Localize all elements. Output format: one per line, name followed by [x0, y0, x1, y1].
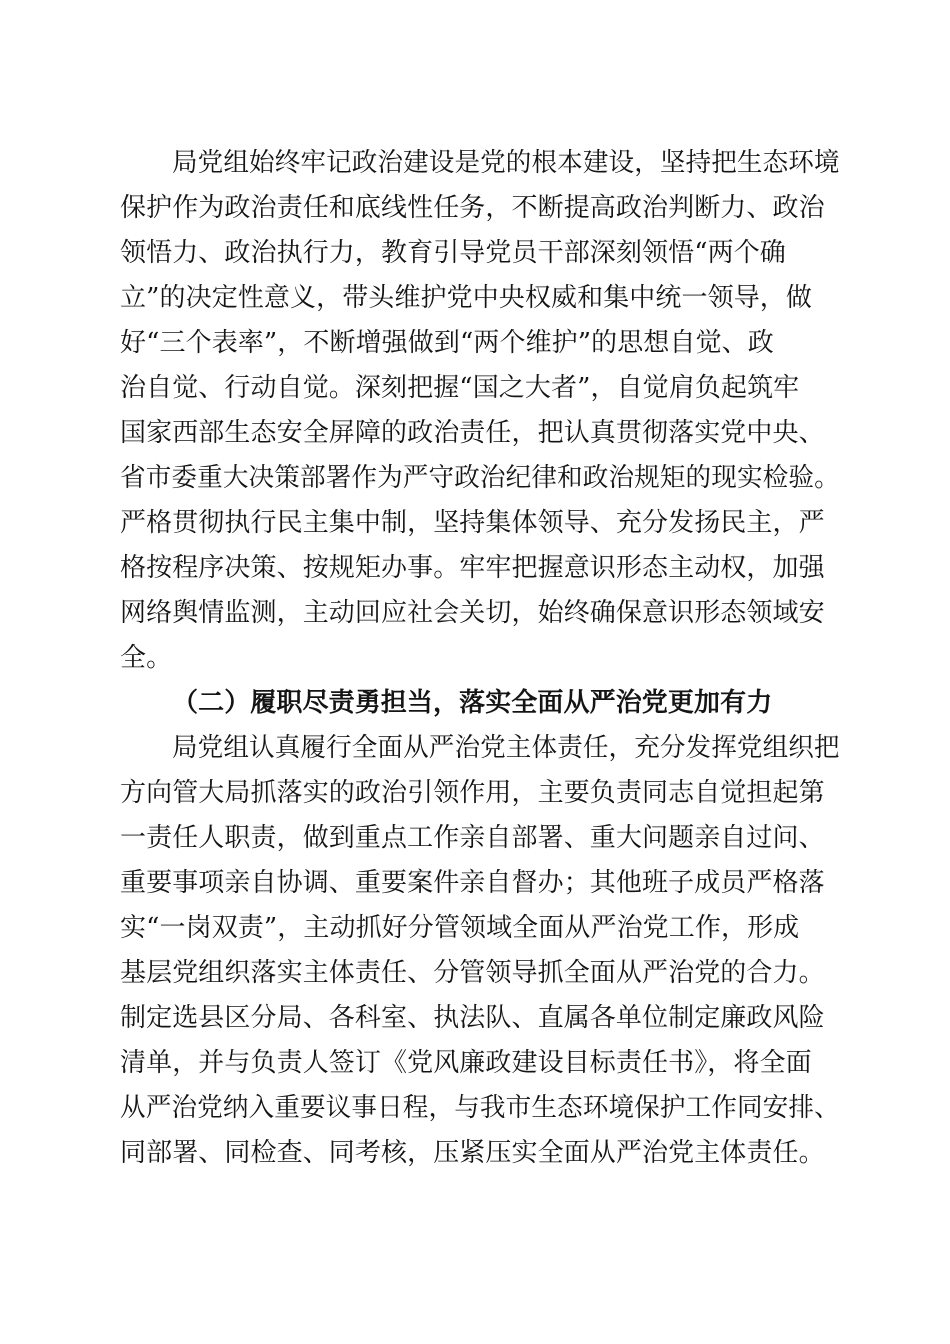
paragraph-2-line: 基层党组织落实主体责任、分管领导抓全面从严治党的合力。 — [120, 958, 825, 988]
paragraph-1-line: 格按程序决策、按规矩办事。牢牢把握意识形态主动权，加强 — [120, 553, 825, 583]
paragraph-1-line: 立”的决定性意义，带头维护党中央权威和集中统一领导，做 — [120, 283, 812, 313]
paragraph-1-line: 治自觉、行动自觉。深刻把握“国之大者”，自觉肩负起筑牢 — [120, 373, 800, 403]
paragraph-2-line: 一责任人职责，做到重点工作亲自部署、重大问题亲自过问、 — [120, 823, 825, 853]
paragraph-2-line: 从严治党纳入重要议事日程，与我市生态环境保护工作同安排、 — [120, 1093, 840, 1123]
paragraph-2-line: 同部署、同检查、同考核，压紧压实全面从严治党主体责任。 — [120, 1138, 825, 1168]
paragraph-1-line: 好“三个表率”，不断增强做到“两个维护”的思想自觉、政 — [120, 328, 774, 358]
section-heading: （二）履职尽责勇担当，落实全面从严治党更加有力 — [172, 688, 773, 718]
paragraph-1-line: 国家西部生态安全屏障的政治责任，把认真贯彻落实党中央、 — [120, 418, 825, 448]
paragraph-2-line: 局党组认真履行全面从严治党主体责任，充分发挥党组织把 — [172, 733, 840, 763]
paragraph-2-line: 制定选县区分局、各科室、执法队、直属各单位制定廉政风险 — [120, 1003, 825, 1033]
paragraph-1-line: 领悟力、政治执行力，教育引导党员干部深刻领悟“两个确 — [120, 238, 786, 268]
paragraph-2-line: 方向管大局抓落实的政治引领作用，主要负责同志自觉担起第 — [120, 778, 825, 808]
paragraph-2-line: 清单，并与负责人签订《党风廉政建设目标责任书》，将全面 — [120, 1048, 812, 1078]
paragraph-1-line: 保护作为政治责任和底线性任务，不断提高政治判断力、政治 — [120, 193, 825, 223]
paragraph-1-line: 省市委重大决策部署作为严守政治纪律和政治规矩的现实检验。 — [120, 463, 840, 493]
paragraph-1-line: 严格贯彻执行民主集中制，坚持集体领导、充分发扬民主，严 — [120, 508, 825, 538]
paragraph-1-line: 局党组始终牢记政治建设是党的根本建设，坚持把生态环境 — [172, 148, 840, 178]
paragraph-2-line: 重要事项亲自协调、重要案件亲自督办；其他班子成员严格落 — [120, 868, 825, 898]
paragraph-2-line: 实“一岗双责”，主动抓好分管领域全面从严治党工作，形成 — [120, 913, 800, 943]
paragraph-1-line: 全。 — [120, 643, 173, 673]
paragraph-1-line: 网络舆情监测，主动回应社会关切，始终确保意识形态领域安 — [120, 598, 825, 628]
